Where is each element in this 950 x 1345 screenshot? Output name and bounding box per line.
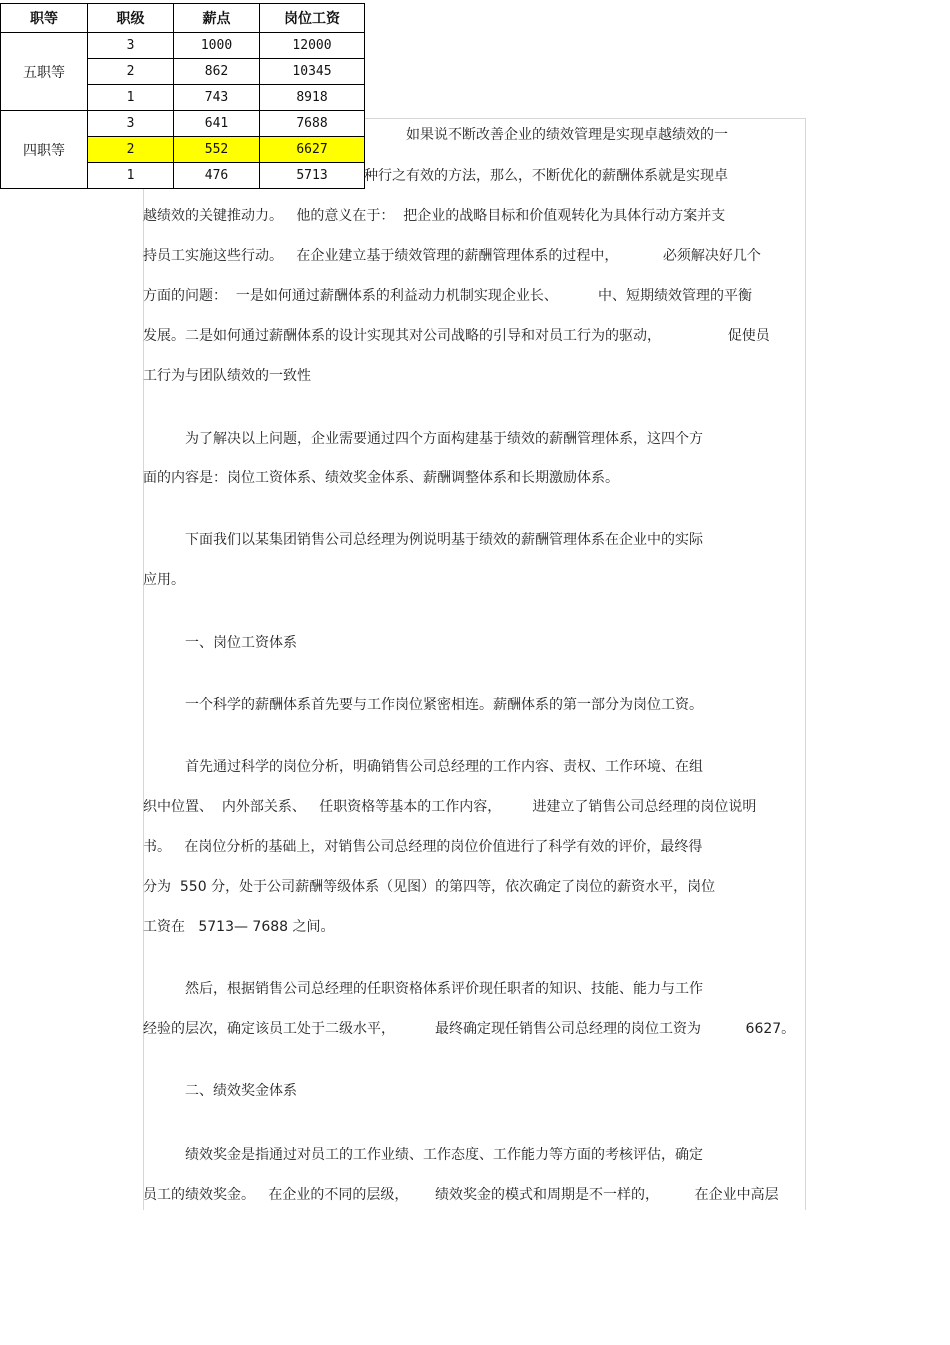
paragraph-line: 发展。二是如何通过薪酬体系的设计实现其对公司战略的引导和对员工行为的驱动， 促使员 [143,328,770,344]
table-header-row [1,4,365,33]
table-row [1,111,365,137]
paragraph-line: 如果说不断改善企业的绩效管理是实现卓越绩效的一 [406,127,728,143]
salary-cell: 7688 [260,111,365,137]
paragraph-line: 方面的问题： 一是如何通过薪酬体系的利益动力机制实现企业长、 中、短期绩效管理的平衡 [143,288,752,304]
level-cell: 2 [88,137,174,163]
points-cell: 641 [174,111,260,137]
level-cell: 1 [88,85,174,111]
salary-grade-table [0,3,365,189]
paragraph-line: 应用。 [143,572,185,588]
paragraph-line: 种行之有效的方法，那么，不断优化的薪酬体系就是实现卓 [364,168,728,184]
paragraph-line: 经验的层次，确定该员工处于二级水平， 最终确定现任销售公司总经理的岗位工资为 6627。 [143,1021,796,1037]
paragraph-line: 织中位置、 内外部关系、 任职资格等基本的工作内容， 进建立了销售公司总经理的岗位说明 [143,799,757,815]
paragraph-line: 分为 550 分，处于公司薪酬等级体系（见图）的第四等，依次确定了岗位的薪资水平，岗位 [143,879,716,895]
points-cell: 862 [174,59,260,85]
header-level: 职级 [88,4,174,33]
paragraph-line: 面的内容是：岗位工资体系、绩效奖金体系、薪酬调整体系和长期激励体系。 [143,470,619,486]
paragraph-line: 然后，根据销售公司总经理的任职资格体系评价现任职者的知识、技能、能力与工作 [185,981,703,997]
salary-cell: 10345 [260,59,365,85]
paragraph-line: 持员工实施这些行动。 在企业建立基于绩效管理的薪酬管理体系的过程中， 必须解决好几个 [143,248,761,264]
level-cell: 1 [88,163,174,189]
header-salary: 岗位工资 [260,4,365,33]
level-cell: 2 [88,59,174,85]
header-grade: 职等 [1,4,88,33]
document-frame [143,118,806,1210]
paragraph-line: 绩效奖金是指通过对员工的工作业绩、工作态度、工作能力等方面的考核评估，确定 [185,1147,703,1163]
paragraph-line: 首先通过科学的岗位分析，明确销售公司总经理的工作内容、责权、工作环境、在组 [185,759,703,775]
paragraph-line: 工行为与团队绩效的一致性 [143,368,311,384]
paragraph-line: 越绩效的关键推动力。 他的意义在于： 把企业的战略目标和价值观转化为具体行动方案并支 [143,208,726,224]
paragraph-line: 工资在 5713— 7688 之间。 [143,919,335,935]
points-cell: 743 [174,85,260,111]
points-cell: 552 [174,137,260,163]
salary-cell: 12000 [260,33,365,59]
paragraph-line: 为了解决以上问题，企业需要通过四个方面构建基于绩效的薪酬管理体系，这四个方 [185,431,703,447]
salary-cell: 6627 [260,137,365,163]
grade-cell: 五职等 [1,33,88,111]
level-cell: 3 [88,33,174,59]
level-cell: 3 [88,111,174,137]
header-points: 薪点 [174,4,260,33]
salary-cell: 8918 [260,85,365,111]
salary-cell: 5713 [260,163,365,189]
grade-cell: 四职等 [1,111,88,189]
paragraph-line: 一个科学的薪酬体系首先要与工作岗位紧密相连。薪酬体系的第一部分为岗位工资。 [185,697,703,713]
points-cell: 476 [174,163,260,189]
table-row [1,33,365,59]
paragraph-line: 下面我们以某集团销售公司总经理为例说明基于绩效的薪酬管理体系在企业中的实际 [185,532,703,548]
points-cell: 1000 [174,33,260,59]
paragraph-line: 书。 在岗位分析的基础上，对销售公司总经理的岗位价值进行了科学有效的评价，最终得 [143,839,703,855]
section-heading: 一、岗位工资体系 [185,635,297,651]
paragraph-line: 员工的绩效奖金。 在企业的不同的层级， 绩效奖金的模式和周期是不一样的， 在企业中高层 [143,1187,779,1203]
section-heading: 二、绩效奖金体系 [185,1083,297,1099]
